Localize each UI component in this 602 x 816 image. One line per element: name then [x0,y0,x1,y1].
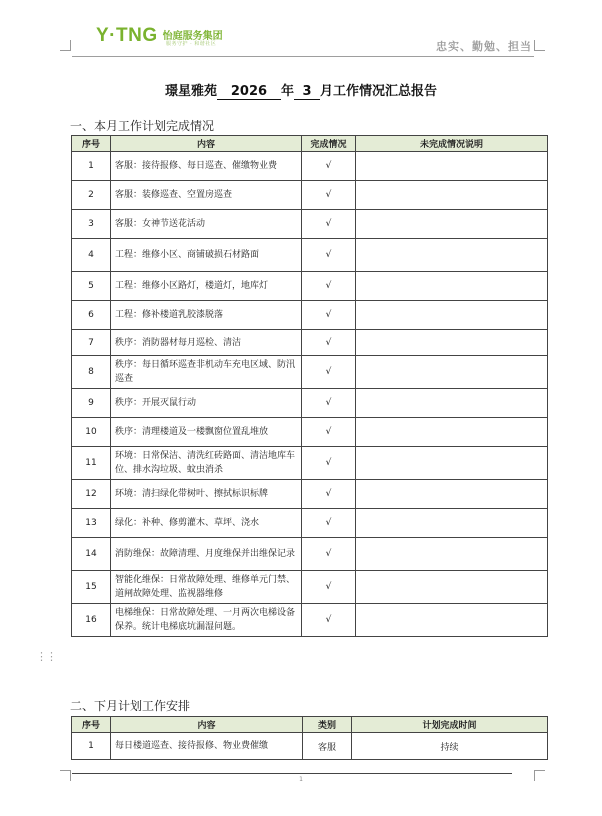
row-number: 1 [72,152,111,181]
logo-subtitle: 服务守护 · 和谐社区 [166,41,217,47]
row-note[interactable] [356,480,548,509]
row-number: 3 [72,210,111,239]
row-number: 9 [72,389,111,418]
table-row [72,389,548,418]
row-number: 15 [72,571,111,604]
table-row [72,447,548,480]
table-row [72,210,548,239]
crop-mark-top-left [60,40,71,51]
header-slogan: 忠实、勤勉、担当 [436,40,532,53]
row-number: 6 [72,301,111,330]
row-note[interactable] [356,418,548,447]
row-category: 客服 [303,733,352,760]
col-header-content: 内容 [111,136,302,152]
row-content: 工程：维修小区路灯，楼道灯，地库灯 [111,272,302,301]
row-content: 电梯维保：日常故障处理、一月两次电梯设备保养。统计电梯底坑漏湿问题。 [111,604,302,637]
col-header-category: 类别 [303,717,352,733]
table-row [72,418,548,447]
row-note[interactable] [356,152,548,181]
row-number: 16 [72,604,111,637]
row-status: √ [302,509,356,538]
table-row [72,356,548,389]
table-row [72,181,548,210]
logo-company-name: 怡庭服务集团 [162,30,223,42]
row-planned-time: 持续 [352,733,548,760]
row-number: 12 [72,480,111,509]
row-status: √ [302,152,356,181]
footer-divider [72,773,512,774]
logo-mark: Y·TNG [96,25,158,46]
row-content: 环境：日常保洁、清洗红砖路面、清洁地库车位、排水沟垃圾、蚊虫消杀 [111,447,302,480]
row-number: 14 [72,538,111,571]
row-content: 每日楼道巡查、接待报修、物业费催缴 [111,733,303,760]
row-note[interactable] [356,604,548,637]
row-note[interactable] [356,272,548,301]
row-note[interactable] [356,389,548,418]
section2-heading: 二、下月计划工作安排 [70,699,191,713]
row-status: √ [302,239,356,272]
col-header-no: 序号 [72,717,111,733]
row-content: 秩序：清理楼道及一楼飘窗位置乱堆放 [111,418,302,447]
table-row [72,239,548,272]
row-status: √ [302,272,356,301]
table-row [72,330,548,356]
row-number: 8 [72,356,111,389]
table-row [72,272,548,301]
row-number: 11 [72,447,111,480]
col-header-note: 未完成情况说明 [356,136,548,152]
row-number: 13 [72,509,111,538]
row-number: 10 [72,418,111,447]
col-header-planned-time: 计划完成时间 [352,717,548,733]
table-row [72,152,548,181]
row-note[interactable] [356,509,548,538]
row-note[interactable] [356,571,548,604]
row-number: 7 [72,330,111,356]
row-number: 1 [72,733,111,760]
section1-heading: 一、本月工作计划完成情况 [70,119,215,133]
row-status: √ [302,210,356,239]
row-status: √ [302,181,356,210]
current-month-plan-table [71,135,548,637]
row-number: 5 [72,272,111,301]
row-note[interactable] [356,181,548,210]
crop-mark-top-right [534,40,545,51]
row-content: 工程：修补楼道乳胶漆脱落 [111,301,302,330]
title-month[interactable]: 3 [294,84,320,100]
row-note[interactable] [356,447,548,480]
row-content: 绿化：补种、修剪灌木、草坪、浇水 [111,509,302,538]
row-content: 秩序：每日循环巡查非机动车充电区域、防汛巡查 [111,356,302,389]
row-note[interactable] [356,210,548,239]
row-content: 客服：女神节送花活动 [111,210,302,239]
col-header-content: 内容 [111,717,303,733]
row-number: 4 [72,239,111,272]
row-status: √ [302,538,356,571]
row-status: √ [302,389,356,418]
table-row [72,480,548,509]
row-status: √ [302,418,356,447]
row-status: √ [302,604,356,637]
row-note[interactable] [356,330,548,356]
row-status: √ [302,356,356,389]
row-content: 环境：清扫绿化带树叶、擦拭标识标牌 [111,480,302,509]
row-content: 客服：接待报修、每日巡查、催缴物业费 [111,152,302,181]
next-month-plan-table [71,716,548,760]
row-note[interactable] [356,239,548,272]
title-year-unit: 年 [280,84,294,99]
header-divider [72,56,534,57]
row-status: √ [302,447,356,480]
row-status: √ [302,571,356,604]
col-header-status: 完成情况 [302,136,356,152]
row-note[interactable] [356,538,548,571]
row-status: √ [302,301,356,330]
row-content: 工程：维修小区、商铺破损石材路面 [111,239,302,272]
row-content: 秩序：开展灭鼠行动 [111,389,302,418]
page-number: 1 [299,776,303,783]
row-content: 秩序：消防器材每月巡检、清洁 [111,330,302,356]
table-row [72,571,548,604]
col-header-no: 序号 [72,136,111,152]
title-suffix: 月工作情况汇总报告 [320,84,438,99]
row-note[interactable] [356,301,548,330]
table-row [72,509,548,538]
row-number: 2 [72,181,111,210]
row-content: 智能化维保：日常故障处理、维修单元门禁、道闸故障处理、监视器维修 [111,571,302,604]
table-header-row [72,717,548,733]
title-property-name: 璟星雅苑 [164,84,217,99]
table-row [72,733,548,760]
table-row [72,538,548,571]
row-note[interactable] [356,356,548,389]
table-row [72,604,548,637]
table-header-row [72,136,548,152]
row-content: 消防维保：故障清理、月度维保并出维保记录 [111,538,302,571]
table-drag-handle-icon[interactable]: ⋮⋮ [36,650,56,663]
table-row [72,301,548,330]
row-status: √ [302,330,356,356]
report-title [0,80,602,100]
row-status: √ [302,480,356,509]
row-content: 客服：装修巡查、空置房巡查 [111,181,302,210]
title-year[interactable]: 2026 [217,84,281,100]
